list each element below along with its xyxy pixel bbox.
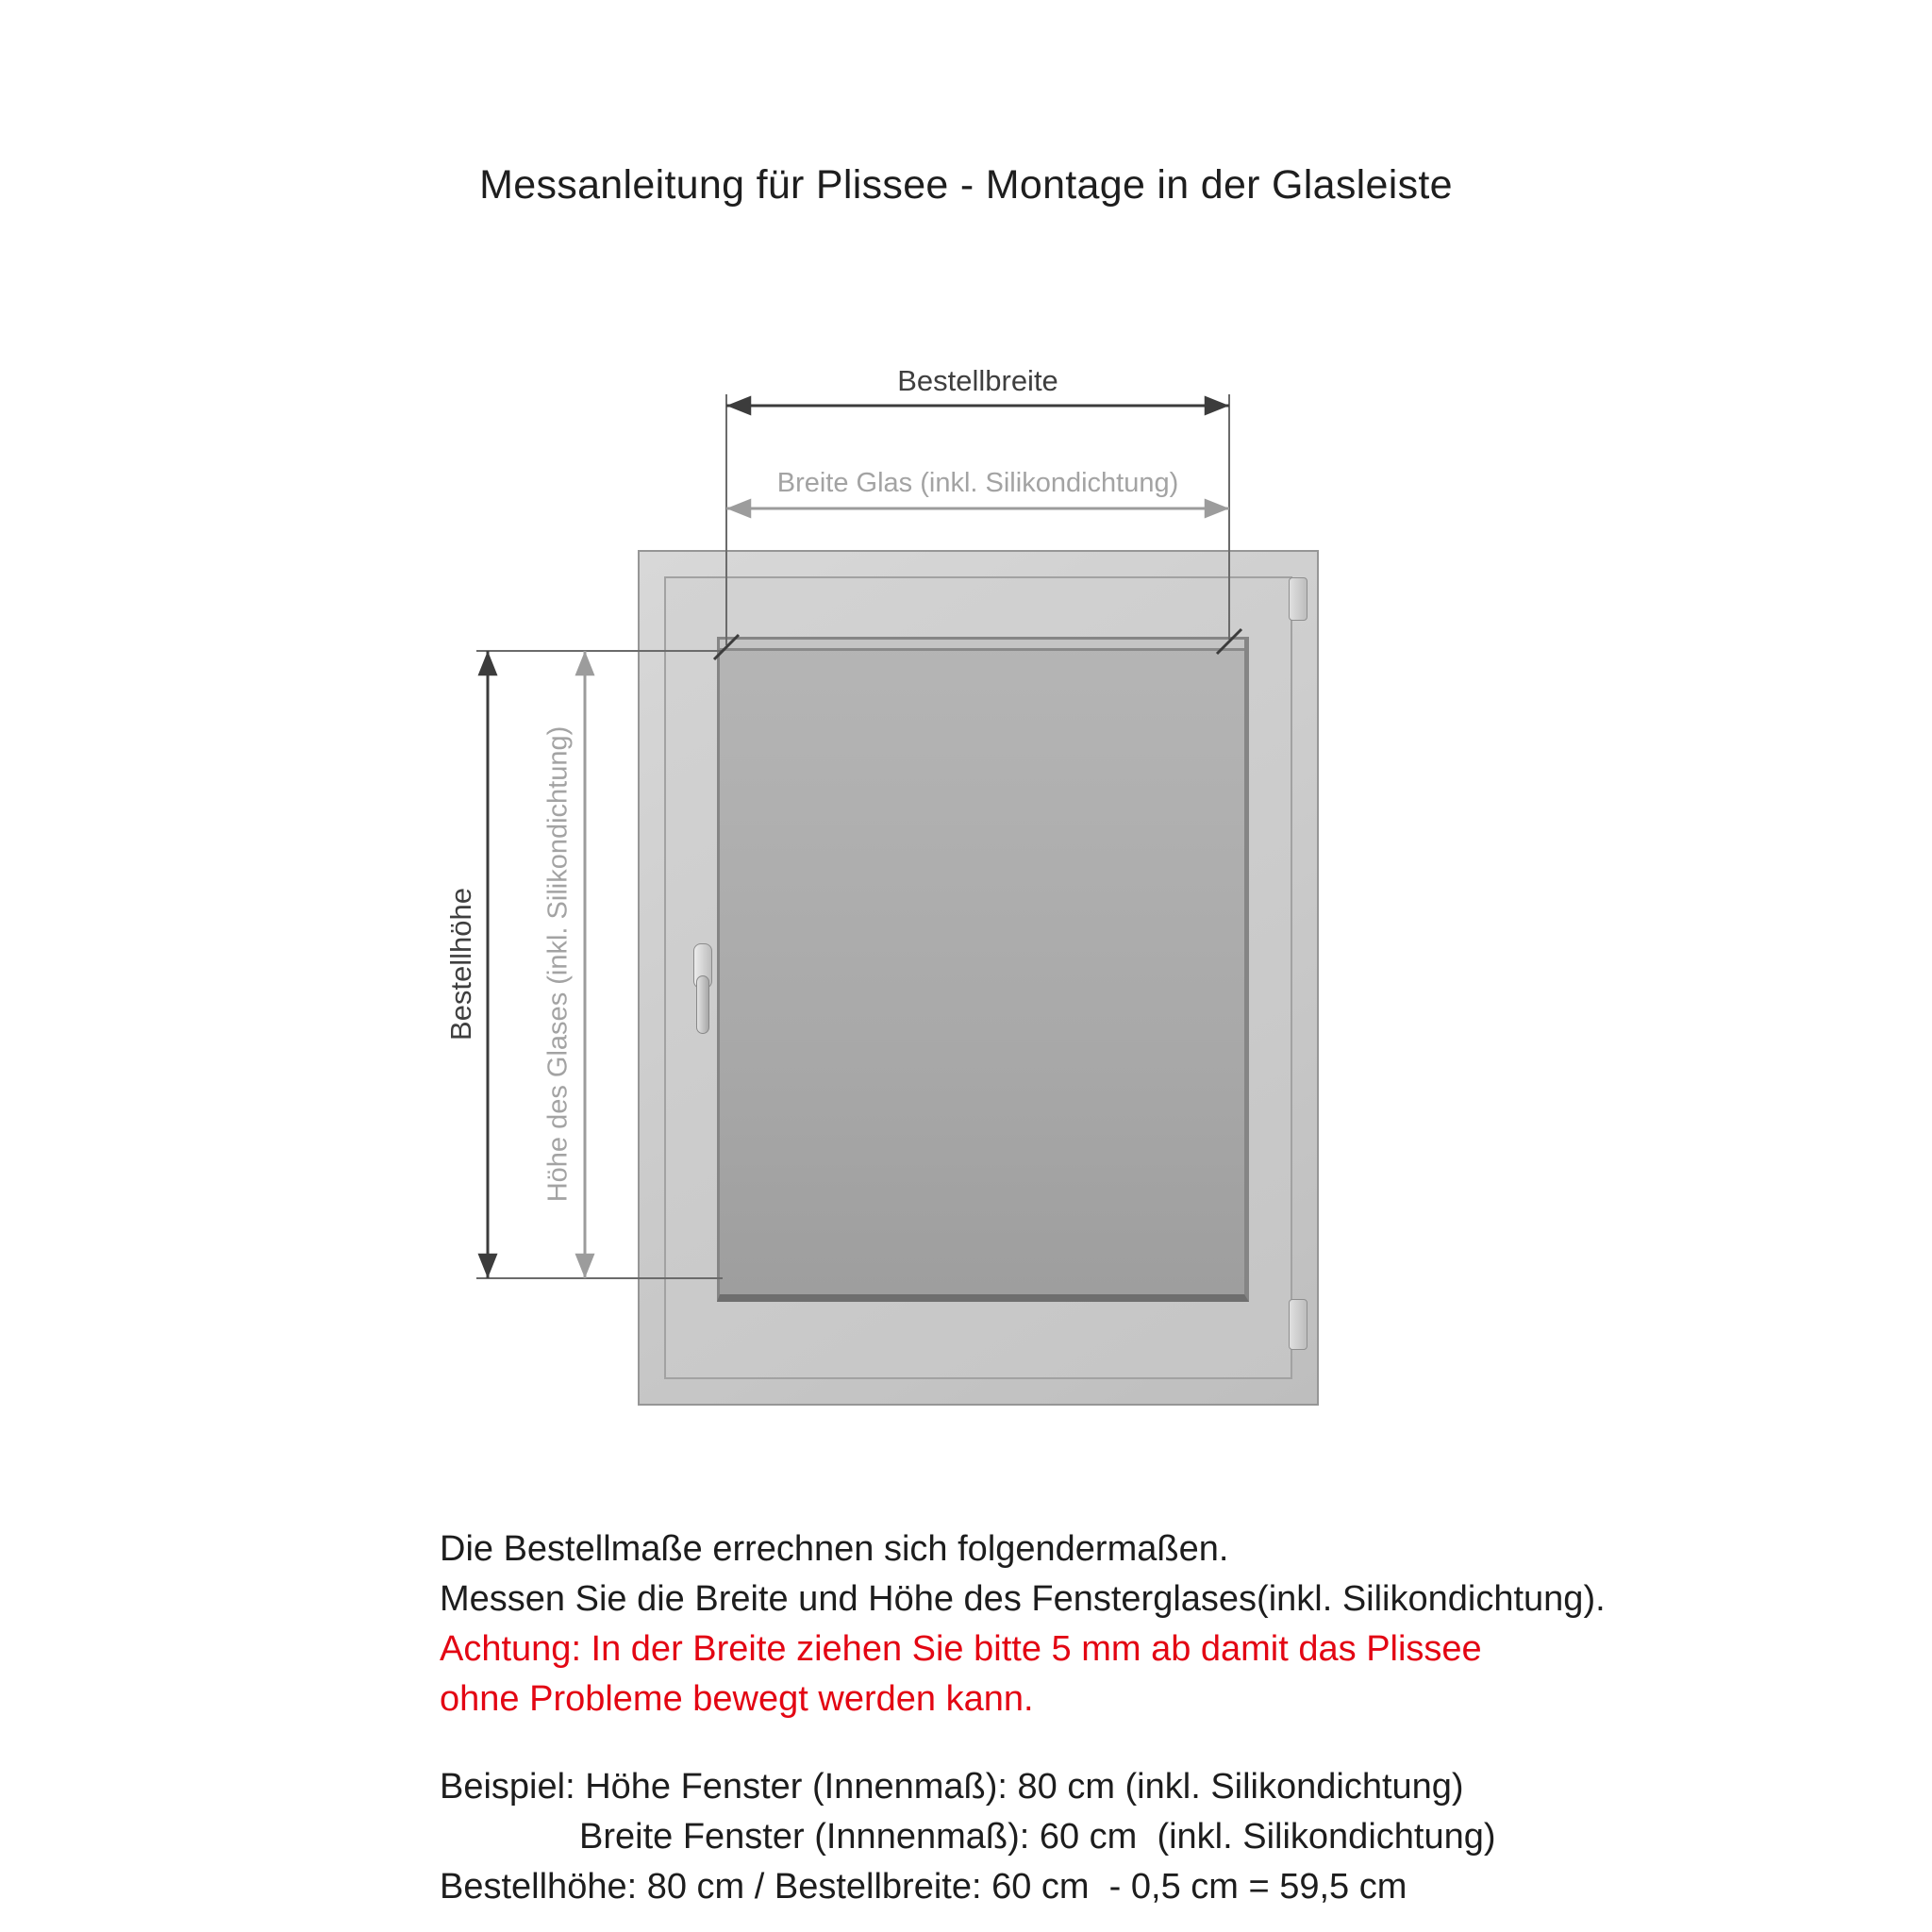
glass-width-label: Breite Glas (inkl. Silikondichtung) — [776, 468, 1179, 498]
instruction-intro-2: Messen Sie die Breite und Höhe des Fensterglases(inkl. Silikondichtung). — [440, 1579, 1606, 1619]
window-handle-grip — [696, 975, 709, 1034]
example-line-2: Breite Fenster (Innnenmaß): 60 cm (inkl. Silikondichtung) — [579, 1817, 1496, 1857]
window-sash — [664, 576, 1292, 1379]
text-spacer — [440, 1724, 1606, 1762]
page-title: Messanleitung für Plissee - Montage in der Glasleiste — [479, 162, 1453, 208]
instruction-warning-1: Achtung: In der Breite ziehen Sie bitte 5 mm ab damit das Plissee — [440, 1629, 1482, 1669]
window-hinge-top — [1289, 577, 1307, 621]
order-width-label: Bestellbreite — [897, 364, 1058, 397]
instruction-intro-1: Die Bestellmaße errechnen sich folgendermaßen. — [440, 1529, 1229, 1569]
order-height-label: Bestellhöhe — [444, 887, 477, 1041]
window-hinge-bottom — [1289, 1299, 1307, 1350]
example-line-3: Bestellhöhe: 80 cm / Bestellbreite: 60 cm - 0,5 cm = 59,5 cm — [440, 1867, 1407, 1907]
instructions-block — [440, 1524, 1606, 1912]
window-glass — [717, 637, 1249, 1302]
instruction-warning-2: ohne Probleme bewegt werden kann. — [440, 1679, 1034, 1719]
example-line-1: Beispiel: Höhe Fenster (Innenmaß): 80 cm (inkl. Silikondichtung) — [440, 1767, 1464, 1807]
window-frame — [638, 550, 1319, 1406]
glazing-bead-top — [720, 640, 1244, 651]
glass-height-label: Höhe des Glases (inkl. Silikondichtung) — [542, 725, 574, 1203]
